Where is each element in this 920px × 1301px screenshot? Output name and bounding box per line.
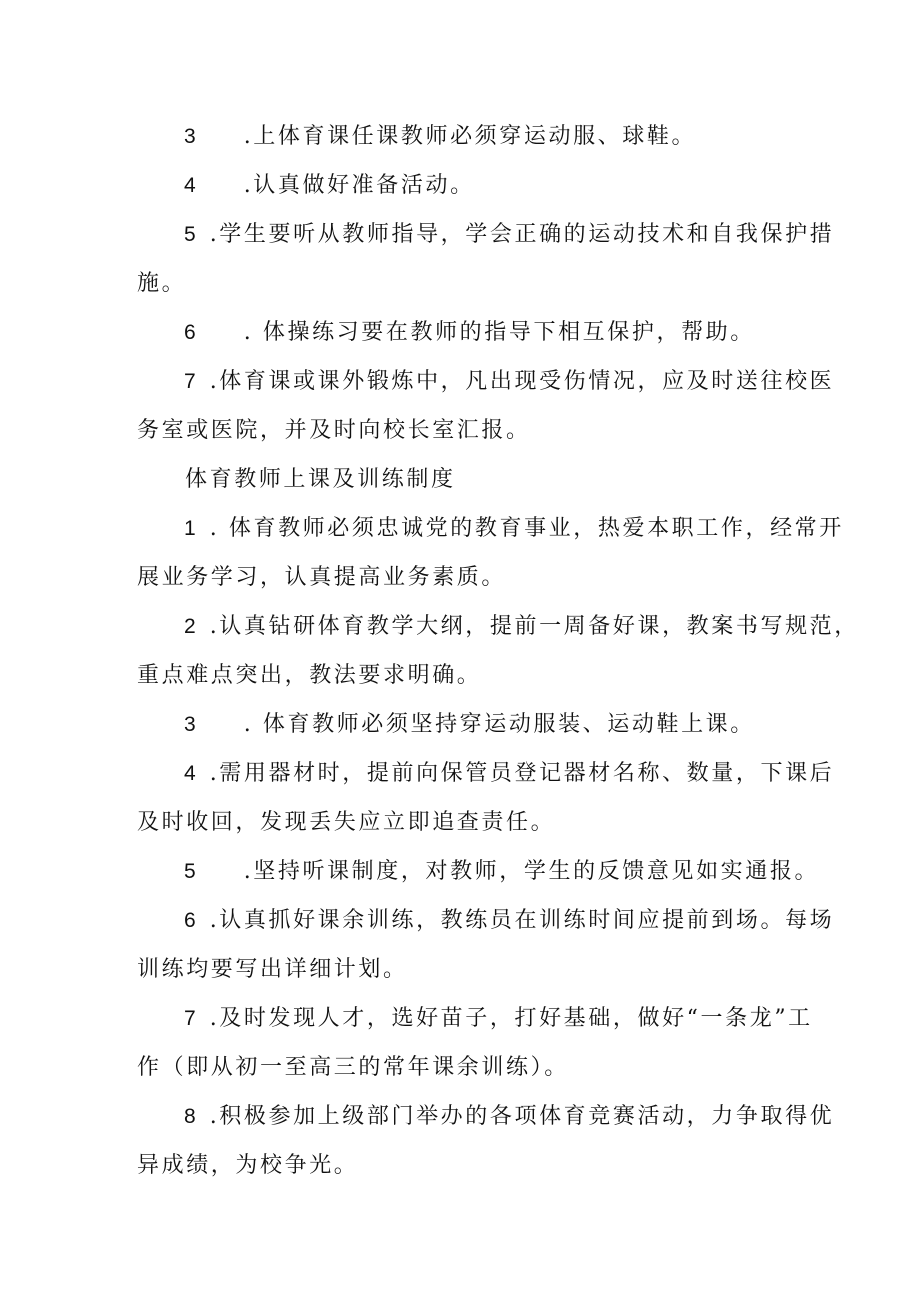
rule-a-4 [184, 171, 475, 201]
rule-text: .及时发现人才，选好苗子，打好基础，做好“一条龙”工 [209, 1006, 813, 1031]
section-heading [185, 465, 456, 495]
rule-number: 4 [184, 174, 196, 197]
rule-number: 8 [184, 1105, 196, 1128]
rule-b-3 [184, 710, 755, 740]
rule-number: 5 [184, 860, 196, 883]
rule-text: .认真做好准备活动。 [243, 173, 475, 198]
rule-number: 7 [184, 1007, 196, 1030]
rule-a-7-line2 [137, 416, 531, 446]
rule-number: 4 [184, 762, 196, 785]
rule-text: .认真抓好课余训练，教练员在训练时间应提前到场。每场 [209, 908, 835, 933]
rule-b-4-line2 [137, 808, 555, 838]
rule-number: 3 [184, 713, 196, 736]
rule-b-2-line1 [184, 612, 859, 642]
rule-number: 7 [184, 370, 196, 393]
rule-text: .需用器材时，提前向保管员登记器材名称、数量，下课后 [209, 761, 835, 786]
rule-number: 5 [184, 223, 196, 246]
rule-text: . 体操练习要在教师的指导下相互保护，帮助。 [243, 320, 755, 345]
rule-text: 展业务学习，认真提高业务素质。 [137, 565, 507, 590]
rule-text: 及时收回，发现丢失应立即追查责任。 [137, 810, 556, 835]
rule-text: .学生要听从教师指导，学会正确的运动技术和自我保护措 [209, 222, 835, 247]
rule-text: 训练均要写出详细计划。 [137, 957, 408, 982]
rule-b-7-line2 [137, 1053, 569, 1083]
rule-b-1-line2 [137, 563, 506, 593]
rule-text: .认真钻研体育教学大纲，提前一周备好课，教案书写规范， [209, 614, 859, 639]
rule-b-6-line2 [137, 955, 408, 985]
rule-b-8-line1 [184, 1102, 834, 1132]
heading-text: 体育教师上课及训练制度 [185, 467, 456, 492]
rule-b-8-line2 [137, 1151, 358, 1181]
rule-text: .坚持听课制度，对教师，学生的反馈意见如实通报。 [243, 859, 820, 884]
rule-number: 6 [184, 321, 196, 344]
rule-b-5 [184, 857, 819, 887]
rule-b-2-line2 [137, 661, 481, 691]
rule-number: 6 [184, 909, 196, 932]
rule-text: 务室或医院，并及时向校长室汇报。 [137, 418, 531, 443]
rule-number: 1 [184, 517, 196, 540]
rule-number: 3 [184, 125, 196, 148]
rule-b-4-line1 [184, 759, 834, 789]
rule-text: 重点难点突出，教法要求明确。 [137, 663, 482, 688]
rule-a-5-line1 [184, 220, 834, 250]
rule-a-3 [184, 122, 696, 152]
rule-text: .体育课或课外锻炼中，凡出现受伤情况，应及时送往校医 [209, 369, 835, 394]
rule-b-1-line1 [184, 514, 844, 544]
rule-text: 异成绩，为校争光。 [137, 1153, 359, 1178]
rule-a-7-line1 [184, 367, 834, 397]
rule-b-6-line1 [184, 906, 834, 936]
rule-number: 2 [184, 615, 196, 638]
rule-b-7-line1 [184, 1004, 813, 1034]
rule-text: 作（即从初一至高三的常年课余训练）。 [137, 1055, 569, 1080]
rule-text: 施。 [137, 271, 187, 296]
rule-text: .上体育课任课教师必须穿运动服、球鞋。 [243, 124, 697, 149]
rule-text: . 体育教师必须忠诚党的教育事业，热爱本职工作，经常开 [209, 516, 844, 541]
rule-text: .积极参加上级部门举办的各项体育竞赛活动，力争取得优 [209, 1104, 835, 1129]
rule-text: . 体育教师必须坚持穿运动服装、运动鞋上课。 [243, 712, 755, 737]
rule-a-5-line2 [137, 269, 186, 299]
rule-a-6 [184, 318, 755, 348]
